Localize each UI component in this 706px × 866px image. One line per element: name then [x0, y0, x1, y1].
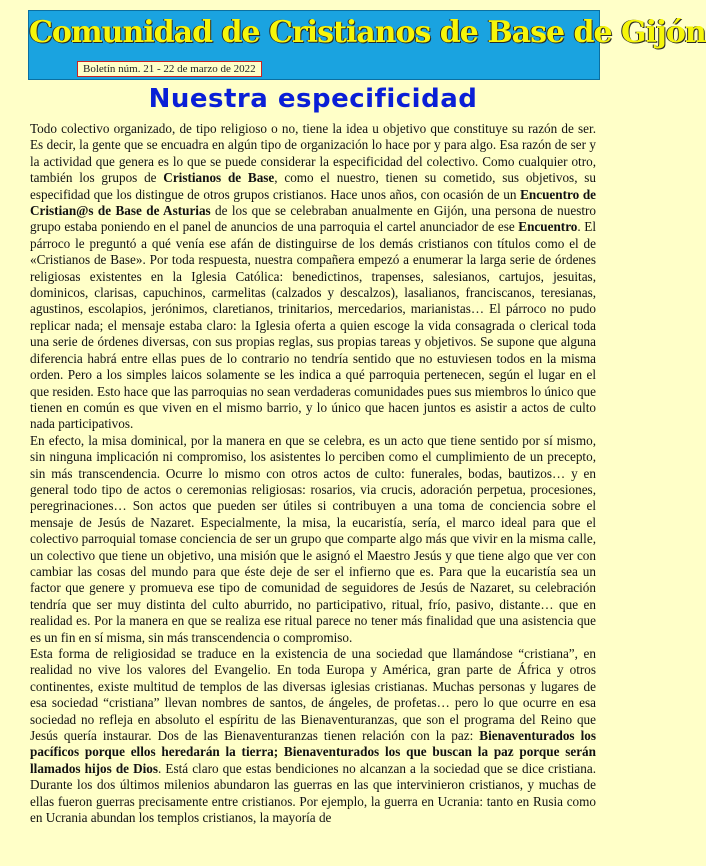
masthead-banner — [28, 10, 706, 80]
paragraph-1-bold-cristianos-de-base: Cristianos de Base — [163, 170, 275, 186]
paragraph-1-text-g: . El párroco le preguntó a qué venía ese afán de distinguirse de los demás cristianos con títulos como el de «Cristianos de Base». Por toda respuesta, nuestra compañera empezó a enumerar la larga serie de órdenes religiosas existentes en la Iglesia Católica: benedictinos, trapenses, salesianos, cartujos, jesuitas, dominicos, clarisas, capuchinos, carmelitas (calzados y descalzos), lasalianos, franciscanos, teresianas, agustinos, escolapios, jerónimos, claretianos, trinitarios, mercedarios, marianistas… El párroco no pudo replicar nada; el mensaje estaba claro: la Iglesia oferta a quien escoge la vida consagrada o clerical toda una serie de órdenes diversas, con sus propias reglas, sus propias tareas y objetivos. Se supone que alguna diferencia habrá entre ellas pues de lo contrario no tendría sentido que no estuviesen todos en la misma orden. Pero a los simples laicos solamente se les indica a qué parroquia pertenecen, según el lugar en el que residen. Esto hace que las parroquias no sean verdaderas comunidades pues sus miembros lo único que tienen en común es que viven en el mismo barrio, y lo único que hacen juntos es asistir a actos de culto nada participativos. — [30, 219, 596, 432]
masthead-title: Comunidad de Cristianos de Base de Gijón — [29, 15, 706, 50]
paragraph-2: En efecto, la misa dominical, por la manera en que se celebra, es un acto que tiene sentido por sí mismo, sin ninguna implicación ni compromiso, los asistentes lo perciben como el cumplimiento de un precepto, sin más transcendencia. Ocurre lo mismo con otros actos de culto: funerales, bodas, bautizos… y en general todo tipo de actos o ceremonias religiosas: rosarios, via crucis, adoración perpetua, procesiones, peregrinaciones… Son actos que pueden ser útiles si contribuyen a una toma de conciencia sobre el mensaje de Jesús de Nazaret. Especialmente, la misa, la eucaristía, sería, el marco ideal para que el colectivo parroquial tomase conciencia de ser un grupo que comparte algo más que vivir en la misma calle, un colectivo que tiene un objetivo, una misión que le asignó el Maestro Jesús y que tiene algo que ver con cambiar las cosas del mundo para que éste deje de ser el infierno que es. Para que la eucaristía sea un factor que genere y promueva ese tipo de comunidad de seguidores de Jesús de Nazaret, su celebración tendría que ser muy distinta del culto aburrido, no participativo, ritual, frío, pasivo, distante… que en realidad es. Por la manera en que se realiza ese ritual parece no tener más finalidad que una asistencia que es un fin en sí misma, sin más transcendencia o compromiso. — [30, 432, 596, 645]
paragraph-1-text-a: Todo colectivo organizado, de tipo religioso o no, tiene la idea u objetivo que constituye su razón de ser. Es decir, la gente que se encuadra en algún tipo de organización lo hace por y para algo. Esa razón de ser y la actividad que genera es lo que se puede considerar la especificidad del colectivo. Como cualquier otro, también los grupos de — [30, 121, 596, 186]
article-body — [30, 121, 596, 861]
paragraph-3-text-a: Esta forma de religiosidad se traduce en la existencia de una sociedad que llamándose “cristiana”, en realidad no vive los valores del Evangelio. En toda Europa y América, gran parte de África y otros continentes, existe multitud de templos de las diversas iglesias cristianas. Muchas personas y lugares de esa sociedad “cristiana” llevan nombres de santos, de ángeles, de profetas… pero lo que ocurre en esa sociedad no refleja en absoluto el espíritu de las Bienaventuranzas, que son el programa del Reino que Jesús quería instaurar. Dos de las Bienaventuranzas tienen relación con la paz: — [30, 646, 596, 744]
paragraph-1-bold-encuentro: Encuentro — [518, 219, 578, 235]
paragraph-3 — [30, 646, 596, 826]
paragraph-1-bold-encuentro-asturias: Encuentro de Cristian@s de Base de Asturias — [30, 186, 597, 219]
paragraph-1-text-c: , como el nuestro, tienen su cometido, sus objetivos, su especifidad que los distingue de otros grupos cristianos. Hace unos años, con ocasión de un — [30, 170, 596, 202]
article-title: Nuestra especificidad — [148, 84, 478, 114]
bulletin-info: Boletín núm. 21 - 22 de marzo de 2022 — [77, 61, 262, 77]
paragraph-3-text-c: . Está claro que estas bendiciones no alcanzan a la sociedad que se dice cristiana. Durante los dos últimos milenios abundaron las guerras en las que intervinieron cristianos, y muchas de ellas fueron guerras precisamente entre cristianos. Por ejemplo, la guerra en Ucrania: tanto en Rusia como en Ucrania abundan los templos cristianos, la mayoría de — [30, 760, 596, 826]
paragraph-3-bold-beatitudes: Bienaventurados los pacíficos porque ellos heredarán la tierra; Bienaventurados los que buscan la paz porque serán llamados hijos de Dios — [30, 728, 596, 776]
paragraph-1 — [30, 121, 596, 433]
paragraph-1-text-e: de los que se celebraban anualmente en Gijón, una persona de nuestro grupo estaba poniendo en el panel de anuncios de una parroquia el cartel anunciador de ese — [30, 203, 596, 235]
